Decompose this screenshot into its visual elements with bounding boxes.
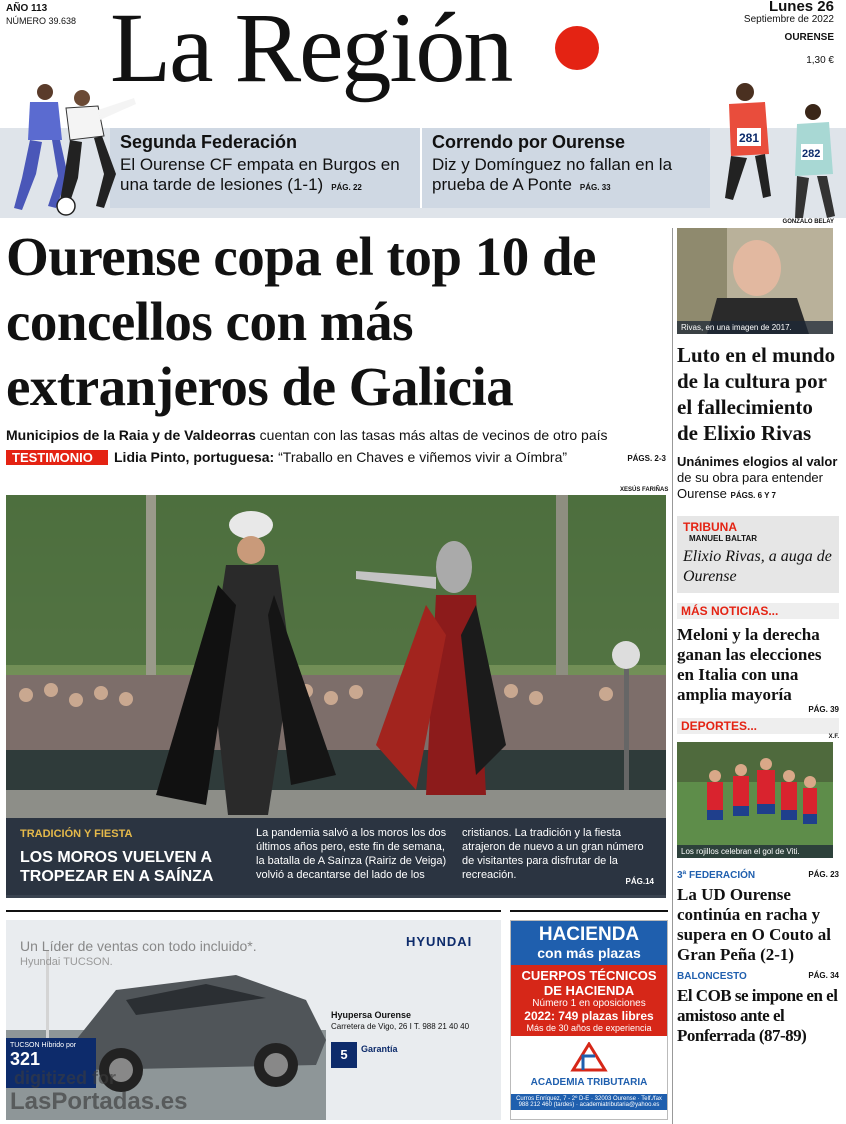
testimony-speaker: Lidia Pinto, portuguesa: bbox=[114, 449, 275, 465]
photo-story-body: La pandemia salvó a los moros los dos últimos años pero, este fin de semana, la batalla de A Saínza (Rairiz de Veiga) volvió a decantarse del lado de los cristianos. La tradición y la fiesta atrajeron de nuevo a un gran número de visitantes para disfrutar de la recreación. bbox=[256, 827, 644, 881]
teaser-kicker: Correndo por Ourense bbox=[432, 132, 626, 152]
lead-page: PÁGS. 2-3 bbox=[627, 454, 666, 463]
more-news-label: MÁS NOTICIAS... bbox=[677, 603, 839, 619]
football-players-image bbox=[0, 78, 150, 218]
photo-story-page: PÁG.14 bbox=[625, 877, 654, 886]
badge-title: TUCSON Híbrido por bbox=[10, 1042, 77, 1049]
obituary-photo[interactable] bbox=[677, 228, 833, 334]
badge-price: 321 bbox=[10, 1049, 41, 1069]
city: OURENSE bbox=[784, 32, 834, 43]
sports-label: DEPORTES... bbox=[677, 718, 839, 734]
hyundai-ad[interactable] bbox=[6, 920, 501, 1120]
ad-line2: con más plazas bbox=[537, 945, 641, 961]
price: 1,30 € bbox=[806, 55, 834, 66]
issue-number: NÚMERO 39.638 bbox=[6, 16, 77, 26]
watermark-line2: LasPortadas.es bbox=[10, 1088, 188, 1115]
ad-line7: Más de 30 años de experiencia bbox=[526, 1023, 652, 1033]
federation-header bbox=[677, 870, 839, 881]
basketball-page: PÁG. 34 bbox=[808, 971, 839, 980]
portrait-image bbox=[677, 228, 833, 334]
ad-line6: 2022: 749 plazas libres bbox=[524, 1009, 654, 1023]
warranty-icon: 5 bbox=[331, 1042, 357, 1068]
ad-line3: CUERPOS TÉCNICOS bbox=[521, 968, 657, 983]
testimony-tag: TESTIMONIO bbox=[6, 450, 108, 465]
basketball-headline[interactable]: El COB se impone en el amistoso ante el Ponferrada (87-89) bbox=[677, 986, 838, 1045]
meloni-page: PÁG. 39 bbox=[808, 705, 839, 714]
tribuna-author: MANUEL BALTAR bbox=[689, 534, 757, 543]
warranty-label: Garantía bbox=[361, 1044, 398, 1054]
celebration-image bbox=[677, 742, 833, 858]
bib-number: 282 bbox=[802, 148, 821, 160]
teaser-kicker: Segunda Federación bbox=[120, 132, 298, 152]
photo-story-caption[interactable] bbox=[6, 818, 666, 898]
teaser-text: El Ourense CF empata en Burgos en una tarde de lesiones (1-1) bbox=[120, 155, 400, 194]
logo-dot-icon bbox=[555, 26, 599, 70]
subhead-rest: cuentan con las tasas más altas de vecinos de otro país bbox=[255, 427, 608, 443]
edition-info bbox=[6, 3, 76, 27]
testimony-line bbox=[6, 449, 666, 465]
bib-number: 281 bbox=[739, 131, 760, 145]
photo-credit: X.F. bbox=[828, 734, 839, 740]
football-celebration-photo[interactable] bbox=[677, 742, 833, 858]
sports-teaser-running[interactable] bbox=[420, 128, 710, 208]
photo-credit: XESÚS FARIÑAS bbox=[620, 487, 669, 493]
sports-teaser-football[interactable] bbox=[110, 128, 420, 208]
subhead-bold: Municipios de la Raia y de Valdeorras bbox=[6, 427, 256, 443]
hacienda-ad[interactable] bbox=[510, 920, 668, 1120]
tribuna-box[interactable] bbox=[677, 516, 839, 593]
basketball-label: BALONCESTO bbox=[677, 971, 747, 982]
sidebar bbox=[677, 228, 839, 1124]
academia-contact: Curros Enríquez, 7 - 2º D-E · 32003 Ourense · Telf./fax 988 212 460 (tardes) · academiatributaria@yahoo.es bbox=[511, 1094, 667, 1110]
divider bbox=[6, 910, 501, 912]
day: Lunes 26 bbox=[768, 0, 834, 15]
federation-label: 3ª FEDERACIÓN bbox=[677, 870, 756, 881]
federation-headline[interactable]: La UD Ourense continúa en racha y supera en O Couto al Gran Peña (2-1) bbox=[677, 885, 831, 964]
tribuna-label: TRIBUNA bbox=[683, 520, 737, 534]
dealer-name: Hyupersa Ourense bbox=[331, 1010, 412, 1020]
date-info bbox=[744, 0, 834, 67]
teaser-page: PÁG. 33 bbox=[579, 183, 611, 192]
obituary-subhead bbox=[677, 454, 839, 504]
photo-caption: Los rojillos celebran el gol de Viti. bbox=[677, 845, 833, 858]
runners-image bbox=[705, 78, 846, 220]
academia-logo-icon bbox=[511, 1042, 667, 1077]
ad-headline: Un Líder de ventas con todo incluido*. bbox=[20, 938, 257, 954]
ad-line1: HACIENDA bbox=[538, 924, 640, 945]
ad-model: Hyundai TUCSON. bbox=[20, 956, 113, 968]
lead-subhead bbox=[6, 427, 666, 443]
meloni-headline[interactable]: Meloni y la derecha ganan las elecciones en Italia con una amplia mayoría bbox=[677, 625, 822, 704]
ad-line5: Número 1 en oposiciones bbox=[532, 998, 646, 1009]
tribuna-title: Elixio Rivas, a auga de Ourense bbox=[683, 548, 832, 585]
dealer-address: Carretera de Vigo, 26 I T. 988 21 40 40 bbox=[331, 1022, 470, 1031]
testimony-quote: “Traballo en Chaves e viñemos vivir a Oímbra” bbox=[274, 449, 568, 465]
photo-caption: Rivas, en una imagen de 2017. bbox=[677, 321, 833, 334]
newspaper-logo[interactable] bbox=[110, 0, 511, 105]
federation-page: PÁG. 23 bbox=[808, 870, 839, 879]
photo-story-title: LOS MOROS VUELVEN A TROPEZAR EN A SAÍNZA bbox=[20, 849, 214, 885]
ad-line4: DE HACIENDA bbox=[543, 983, 635, 998]
photo-story-kicker: TRADICIÓN Y FIESTA bbox=[20, 828, 133, 840]
lead-headline[interactable]: Ourense copa el top 10 de concellos con más extranjeros de Galicia bbox=[6, 226, 596, 417]
date: Septiembre de 2022 bbox=[743, 14, 834, 25]
basketball-header bbox=[677, 971, 839, 982]
academia-name: ACADEMIA TRIBUTARIA bbox=[530, 1077, 648, 1088]
logo-text: La Región bbox=[110, 0, 512, 103]
obit-sub-rest: de su obra para entender Ourense bbox=[677, 470, 823, 501]
watermark-line1: digitized for bbox=[14, 1068, 116, 1088]
column-divider bbox=[672, 228, 673, 1124]
obit-page: PÁGS. 6 Y 7 bbox=[730, 491, 777, 500]
photo-credit: GONZALO BELAY bbox=[782, 219, 834, 225]
teaser-text: Diz y Domínguez no fallan en la prueba de A Ponte bbox=[432, 155, 673, 194]
obit-sub-bold: Unánimes elogios al valor bbox=[677, 454, 838, 469]
teaser-page: PÁG. 22 bbox=[331, 183, 362, 192]
hyundai-logo: HYUNDAI bbox=[406, 934, 473, 949]
year: AÑO 113 bbox=[6, 3, 48, 14]
divider bbox=[510, 910, 668, 912]
obituary-headline[interactable]: Luto en el mundo de la cultura por el fallecimiento de Elixio Rivas bbox=[677, 343, 836, 445]
